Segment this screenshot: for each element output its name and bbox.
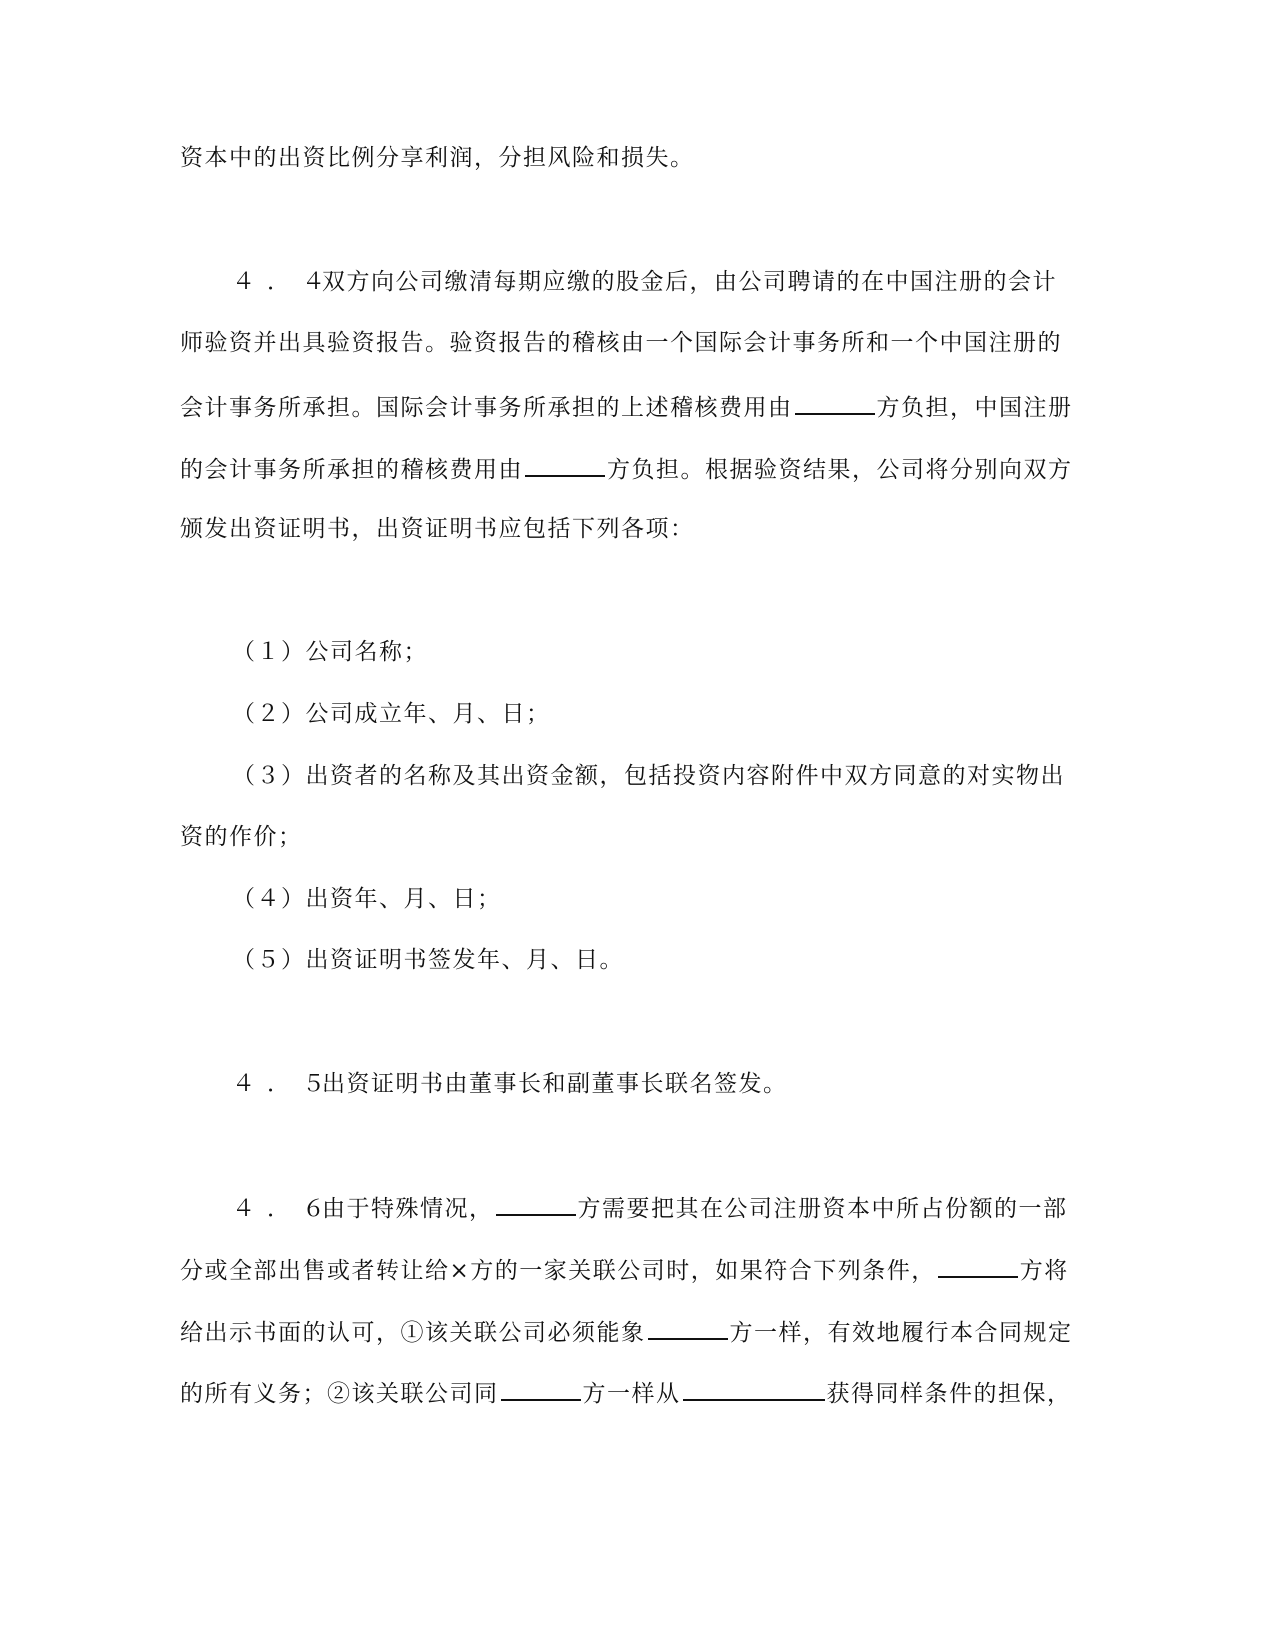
- list-item-text: （２）公司成立年、月、日；: [232, 701, 551, 727]
- clause-text: 方需要把其在公司注册资本中所占份额的一部: [577, 1196, 1068, 1222]
- clause-text: 会计事务所承担。国际会计事务所承担的上述稽核费用由: [180, 395, 793, 421]
- clause-number: ４．６: [232, 1196, 337, 1222]
- list-item-text: （４）出资年、月、日；: [232, 886, 502, 912]
- list-item: [232, 761, 1065, 791]
- clause-text: 方将: [1019, 1258, 1069, 1284]
- clause-text: 由于特殊情况，: [322, 1196, 494, 1222]
- clause-number: ４．４: [232, 269, 337, 295]
- list-item: [232, 637, 428, 667]
- blank-fill-line: [938, 1254, 1018, 1278]
- list-item: [232, 699, 551, 729]
- list-item-text: （１）公司名称；: [232, 639, 428, 665]
- clause-4-6-line-4: [180, 1377, 1072, 1409]
- clause-number: ４．５: [232, 1071, 337, 1097]
- clause-4-4-line-4: [180, 453, 1073, 485]
- list-item-text: （５）出资证明书签发年、月、日。: [232, 947, 624, 973]
- clause-text: 方一样，有效地履行本合同规定: [729, 1320, 1073, 1346]
- clause-text: 的所有义务；②该关联公司同: [180, 1381, 499, 1407]
- clause-text: 方一样从: [582, 1381, 681, 1407]
- list-item-text: 资的作价；: [180, 824, 303, 850]
- clause-4-4-line-1: [232, 267, 1057, 297]
- blank-fill-line: [496, 1192, 576, 1216]
- blank-fill-line: [648, 1316, 728, 1340]
- continuation-text: 资本中的出资比例分享利润，分担风险和损失。: [180, 145, 695, 171]
- clause-text: 师验资并出具验资报告。验资报告的稽核由一个国际会计事务所和一个中国注册的: [180, 330, 1062, 356]
- clause-text: 给出示书面的认可，①该关联公司必须能象: [180, 1320, 646, 1346]
- clause-4-6-line-2: [180, 1254, 1069, 1286]
- list-item: [232, 884, 502, 914]
- clause-text: 颁发出资证明书，出资证明书应包括下列各项：: [180, 516, 695, 542]
- clause-text: 的会计事务所承担的稽核费用由: [180, 457, 523, 483]
- blank-fill-line: [683, 1377, 825, 1401]
- clause-text: 双方向公司缴清每期应缴的股金后，由公司聘请的在中国注册的会计: [322, 269, 1057, 295]
- clause-text: 方负担。根据验资结果，公司将分别向双方: [607, 457, 1073, 483]
- blank-fill-line: [501, 1377, 581, 1401]
- clause-4-4-line-2: [180, 328, 1062, 358]
- clause-4-6-line-3: [180, 1316, 1073, 1348]
- clause-text: 获得同样条件的担保，: [826, 1381, 1072, 1407]
- clause-4-4-line-3: [180, 391, 1073, 423]
- blank-fill-line: [525, 453, 605, 477]
- clause-text: 方负担，中国注册: [876, 395, 1073, 421]
- clause-text: 分或全部出售或者转让给×方的一家关联公司时，如果符合下列条件，: [180, 1258, 936, 1284]
- paragraph-line: [180, 143, 695, 173]
- list-item-text: （３）出资者的名称及其出资金额，包括投资内容附件中双方同意的对实物出: [232, 763, 1065, 789]
- clause-4-5-line: [232, 1069, 788, 1099]
- list-item-continuation: [180, 822, 303, 852]
- clause-4-4-line-5: [180, 514, 695, 544]
- list-item: [232, 945, 624, 975]
- blank-fill-line: [795, 391, 875, 415]
- clause-text: 出资证明书由董事长和副董事长联名签发。: [322, 1071, 788, 1097]
- clause-4-6-line-1: [232, 1192, 1068, 1224]
